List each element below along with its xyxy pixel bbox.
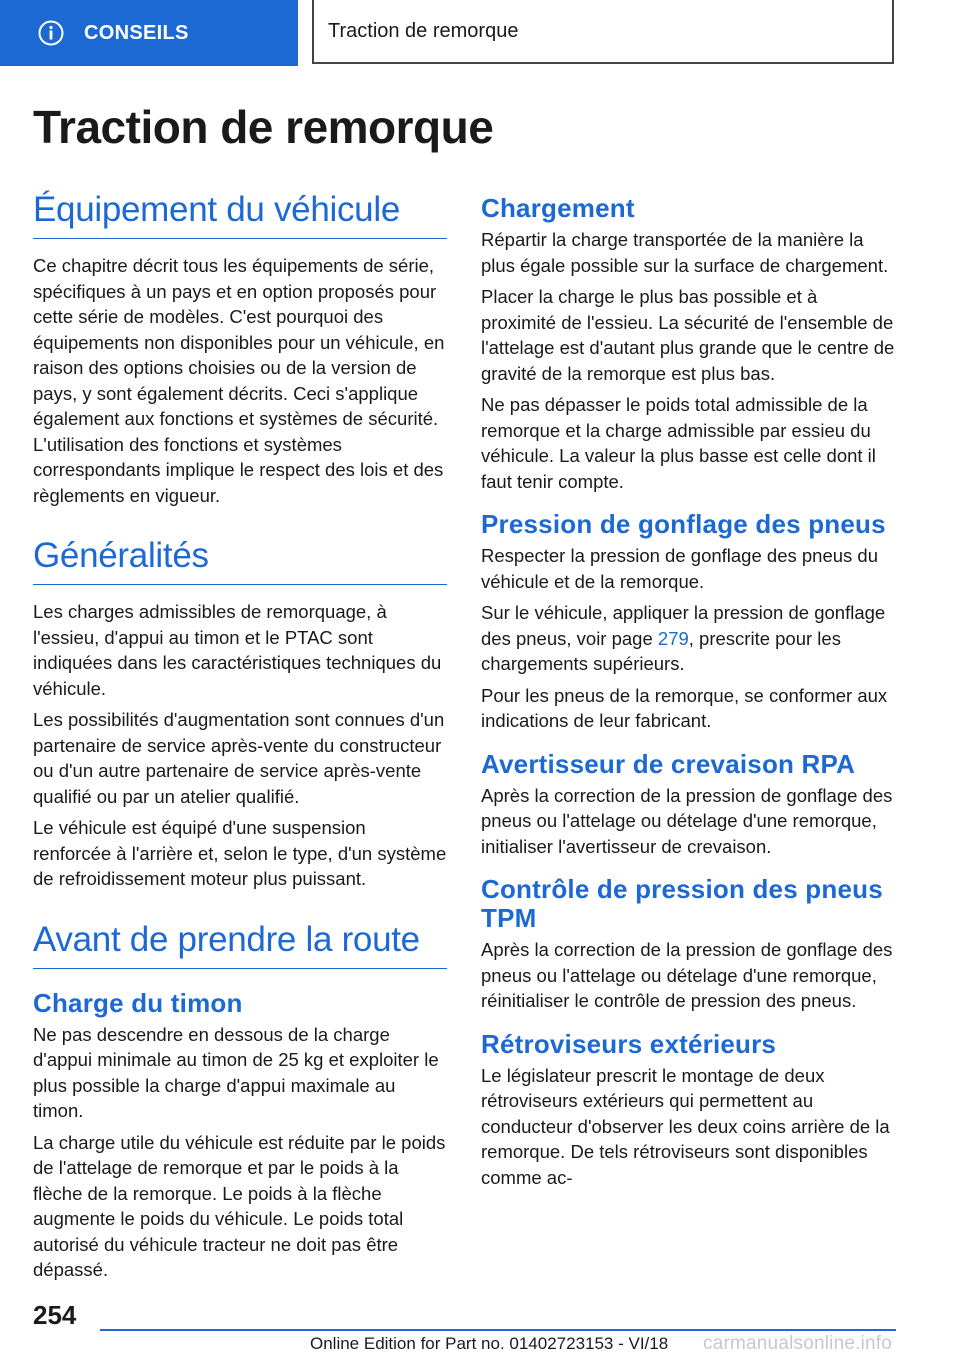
page-reference-link[interactable]: 279: [657, 627, 689, 649]
paragraph: Pour les pneus de la remorque, se conformer aux indications de leur fabricant.: [481, 684, 888, 731]
page-title: Traction de remorque: [33, 101, 494, 153]
paragraph: Ce chapitre décrit tous les équipements de série, spécifiques à un pays et en option proposés pour cette série de modèles. C'est pourquoi des équipements non disponibles pour un véhicule, en raison des options choisies ou de la version de pays, y sont également décrits. Ceci s'applique également aux fonctions et systèmes de sécurité. L'utilisation des fonctions et systèmes correspondants implique le respect des lois et des règlements en vigueur.: [33, 255, 445, 506]
paragraph: Le législateur prescrit le montage de deux rétroviseurs extérieurs qui permettent au conducteur d'observer les deux coins arrière de la remorque. De tels rétroviseurs sont disponibles comme ac-: [481, 1064, 890, 1188]
subsection-title-charge-timon: Charge du timon: [33, 987, 243, 1018]
subsection-title-tpm: Contrôle de pression des pneus TPM: [481, 874, 883, 933]
section-title-avant-route: Avant de prendre la route: [33, 920, 447, 969]
paragraph: Ne pas dépasser le poids total admissible de la remorque et la charge admissible par essieu du véhicule. La valeur la plus basse est celle dont il faut tenir compte.: [481, 394, 876, 492]
header-section-box: [312, 0, 894, 64]
footer-divider: [100, 1329, 896, 1331]
paragraph: Respecter la pression de gonflage des pneus du véhicule et de la remorque.: [481, 545, 878, 592]
header-tab-conseils[interactable]: [0, 0, 298, 66]
header-section-title: Traction de remorque: [328, 19, 519, 42]
section-title-equipement: Équipement du véhicule: [33, 190, 447, 239]
paragraph: Ne pas descendre en dessous de la charge d'appui minimale au timon de 25 kg et exploiter le plus possible la charge d'appui maximale au timon.: [33, 1023, 439, 1121]
paragraph: La charge utile du véhicule est réduite par le poids de l'attelage de remorque et par le poids à la flèche de la remorque. Le poids à la flèche augmente le poids du véhicule. Le poids total autorisé du véhicule tracteur ne doit pas être dépassé.: [33, 1131, 446, 1280]
subsection-title-pression: Pression de gonflage des pneus: [481, 509, 886, 539]
header-tab-label: CONSEILS: [84, 21, 189, 44]
footer-edition-text: Online Edition for Part no. 01402723153 - VI/18: [310, 1334, 669, 1353]
paragraph: Après la correction de la pression de gonflage des pneus ou l'attelage ou dételage d'une remorque, réinitialiser le contrôle de pression des pneus.: [481, 939, 893, 1011]
subsection-title-retroviseurs: Rétroviseurs extérieurs: [481, 1028, 777, 1059]
paragraph: Répartir la charge transportée de la manière la plus égale possible sur la surface de chargement.: [481, 229, 889, 276]
paragraph: Le véhicule est équipé d'une suspension renforcée à l'arrière et, selon le type, d'un système de refroidissement moteur plus puissant.: [33, 817, 447, 889]
section-title-generalites: Généralités: [33, 536, 447, 585]
right-column: [481, 194, 897, 1196]
paragraph: [481, 600, 897, 677]
subsection-title-chargement: Chargement: [481, 193, 635, 223]
watermark: carmanualsonline.info: [703, 1333, 893, 1354]
paragraph: Placer la charge le plus bas possible et à proximité de l'essieu. La sécurité de l'ensemble de l'attelage est d'autant plus grande que le centre de gravité de la remorque est plus bas.: [481, 286, 895, 384]
paragraph: Les possibilités d'augmentation sont connues d'un partenaire de service après-vente du constructeur ou d'un autre partenaire de service après-vente qualifié ou par un atelier qualifié.: [33, 709, 445, 807]
page-number: 254: [33, 1300, 77, 1330]
subsection-title-rpa: Avertisseur de crevaison RPA: [481, 748, 856, 779]
text: Sur le véhicule, appliquer la pression de gonflage des pneus, voir page: [481, 602, 886, 649]
paragraph: Les charges admissibles de remorquage, à l'essieu, d'appui au timon et le PTAC sont indiquées dans les caractéristiques techniques du véhicule.: [33, 601, 442, 699]
text: , prescrite pour les chargements supérieurs.: [481, 627, 841, 674]
left-column: [33, 190, 447, 1289]
paragraph: Après la correction de la pression de gonflage des pneus ou l'attelage ou dételage d'une remorque, initialiser l'avertisseur de crevaison.: [481, 784, 893, 857]
info-icon: [38, 20, 64, 46]
